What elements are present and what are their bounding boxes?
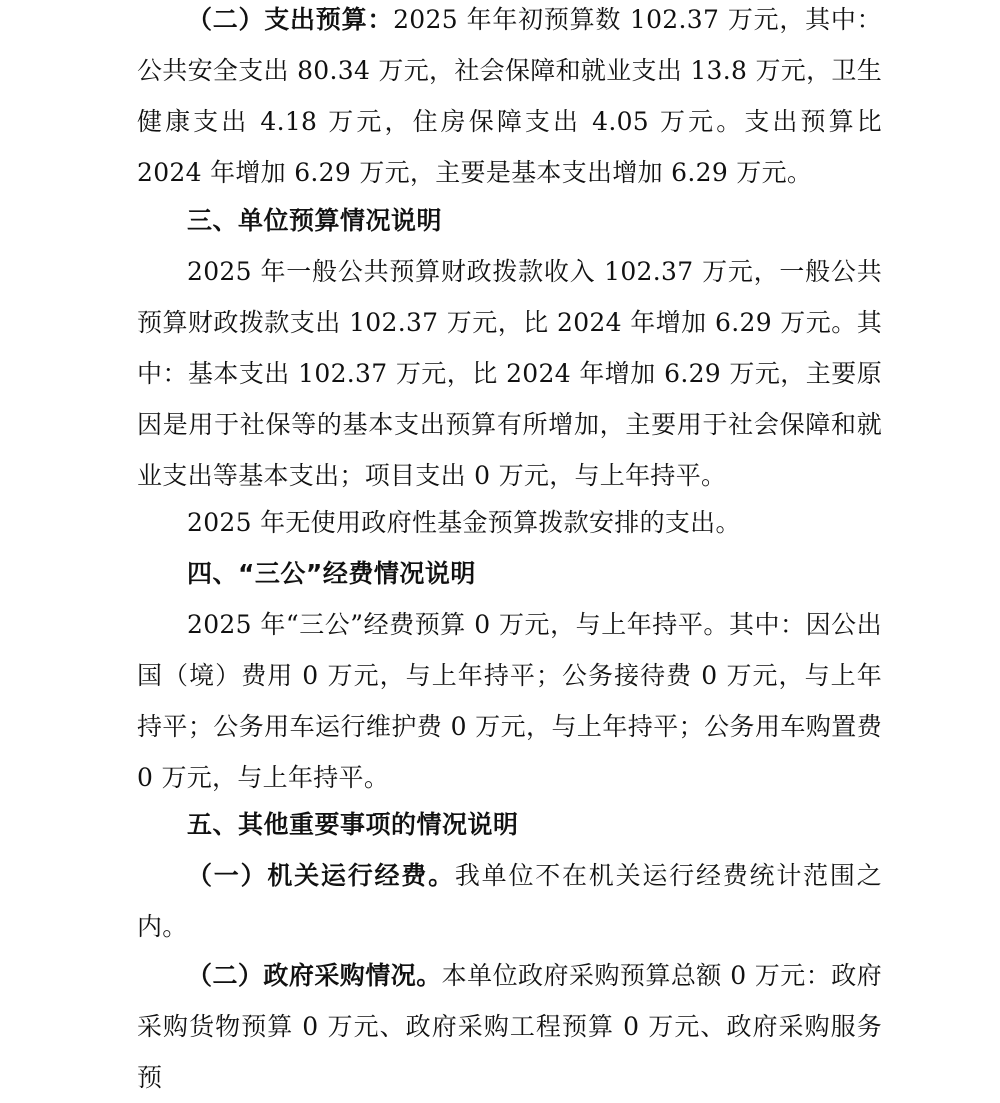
section-3-heading: 三、单位预算情况说明 <box>187 206 443 235</box>
section-5-heading: 五、其他重要事项的情况说明 <box>187 810 519 839</box>
expense-budget-lead: （二）支出预算： <box>187 5 394 34</box>
section-3-paragraph-2: 2025 年无使用政府性基金预算拨款安排的支出。 <box>187 508 741 537</box>
section-4-heading: 四、“三公”经费情况说明 <box>187 559 476 588</box>
expense-budget-paragraph <box>137 0 882 198</box>
expense-budget-text: 2025 年年初预算数 102.37 万元，其中：公共安全支出 80.34 万元，社会保障和就业支出 13.8 万元，卫生健康支出 4.18 万元，住房保障支出 4.05 万元。支出预算比 2024 年增加 6.29 万元，主要是基本支出增加 6.29 万元。 <box>137 5 882 187</box>
item-1-text: 我单位不在机关运行经费统计范围之内。 <box>137 861 882 941</box>
section-4-paragraph: 2025 年“三公”经费预算 0 万元，与上年持平。其中：因公出国（境）费用 0 万元，与上年持平；公务接待费 0 万元，与上年持平；公务用车运行维护费 0 万元，与上年持平；公务用车购置费 0 万元，与上年持平。 <box>137 610 882 792</box>
section-5-item-1 <box>137 850 882 952</box>
section-5-item-2 <box>137 950 882 1103</box>
item-2-lead: （二）政府采购情况。 <box>187 961 442 990</box>
item-2-text: 本单位政府采购预算总额 0 万元：政府采购货物预算 0 万元、政府采购工程预算 0 万元、政府采购服务预 <box>137 961 882 1092</box>
item-1-lead: （一）机关运行经费。 <box>187 861 455 890</box>
section-3-paragraph-1: 2025 年一般公共预算财政拨款收入 102.37 万元，一般公共预算财政拨款支出 102.37 万元，比 2024 年增加 6.29 万元。其中：基本支出 102.37 万元，比 2024 年增加 6.29 万元，主要原因是用于社保等的基本支出预算有所增加，主要用于社会保障和就业支出等基本支出；项目支出 0 万元，与上年持平。 <box>137 257 882 490</box>
